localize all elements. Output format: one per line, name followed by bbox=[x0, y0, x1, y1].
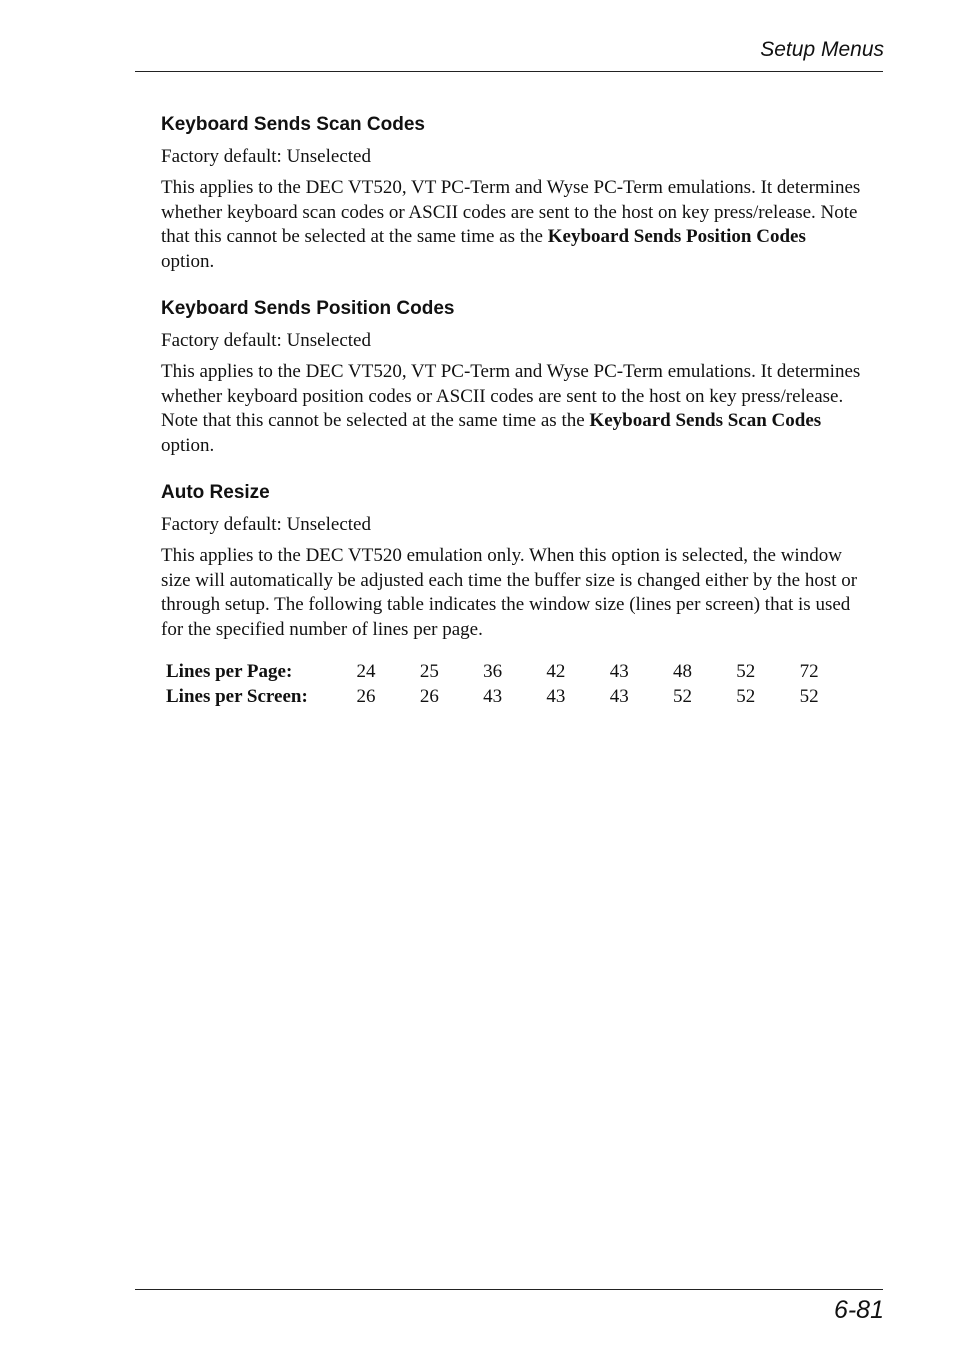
table-cell: 52 bbox=[799, 685, 819, 707]
body-text: This applies to the DEC VT520, VT PC-Term and Wyse PC-Term emulations. It determines whether keyboard scan codes or ASCII codes are sent to the host on key press/release. Note that this cannot be selected at the same time as the bbox=[161, 176, 861, 248]
section-heading: Keyboard Sends Position Codes bbox=[161, 297, 455, 319]
table-cell: 25 bbox=[419, 660, 439, 682]
footer-rule bbox=[135, 1289, 883, 1290]
body-tail: option. bbox=[161, 251, 215, 273]
table-cell: 26 bbox=[356, 685, 376, 707]
section-body bbox=[161, 360, 863, 459]
table-cell: 24 bbox=[356, 660, 376, 682]
body-bold-option: Keyboard Sends Position Codes bbox=[547, 226, 806, 248]
factory-default: Factory default: Unselected bbox=[161, 329, 371, 351]
section-heading: Keyboard Sends Scan Codes bbox=[161, 114, 425, 135]
table-row bbox=[166, 684, 863, 709]
table-cell: 52 bbox=[673, 685, 692, 707]
header-title: Setup Menus bbox=[760, 38, 884, 61]
row-label: Lines per Page: bbox=[166, 660, 293, 682]
page-number: 6-81 bbox=[833, 1296, 884, 1324]
lines-table bbox=[166, 659, 863, 709]
table-cell: 43 bbox=[609, 685, 629, 707]
section-heading: Auto Resize bbox=[161, 481, 270, 503]
row-label: Lines per Screen: bbox=[166, 685, 308, 707]
table-cell: 48 bbox=[673, 660, 692, 682]
table-cell: 43 bbox=[483, 685, 503, 707]
factory-default: Factory default: Unselected bbox=[161, 513, 371, 535]
table-cell: 36 bbox=[483, 660, 503, 682]
header-rule bbox=[135, 71, 883, 72]
table-cell: 43 bbox=[609, 660, 629, 682]
page-content bbox=[161, 113, 863, 731]
section-auto-resize bbox=[161, 481, 863, 709]
table-row bbox=[166, 659, 863, 684]
table-cell: 42 bbox=[546, 660, 566, 682]
section-scan-codes bbox=[161, 113, 863, 275]
table-cell: 43 bbox=[546, 685, 566, 707]
table-cell: 72 bbox=[799, 660, 819, 682]
table-cell: 26 bbox=[419, 685, 439, 707]
factory-default: Factory default: Unselected bbox=[161, 146, 371, 167]
body-tail: option. bbox=[161, 435, 215, 457]
body-text: This applies to the DEC VT520, VT PC-Term and Wyse PC-Term emulations. It determines whether keyboard position codes or ASCII codes are sent to the host on key press/release. Note that this cannot be selected at the same time as the bbox=[161, 360, 861, 432]
section-body: This applies to the DEC VT520 emulation only. When this option is selected, the window size will automatically be adjusted each time the buffer size is changed either by the host or through setup. The following table indicates the window size (lines per screen) that is used for the specified number of lines per page. bbox=[161, 544, 858, 641]
table-cell: 52 bbox=[736, 685, 756, 707]
section-body bbox=[161, 176, 863, 275]
body-bold-option: Keyboard Sends Scan Codes bbox=[589, 410, 822, 432]
section-position-codes bbox=[161, 297, 863, 459]
table-cell: 52 bbox=[736, 660, 756, 682]
